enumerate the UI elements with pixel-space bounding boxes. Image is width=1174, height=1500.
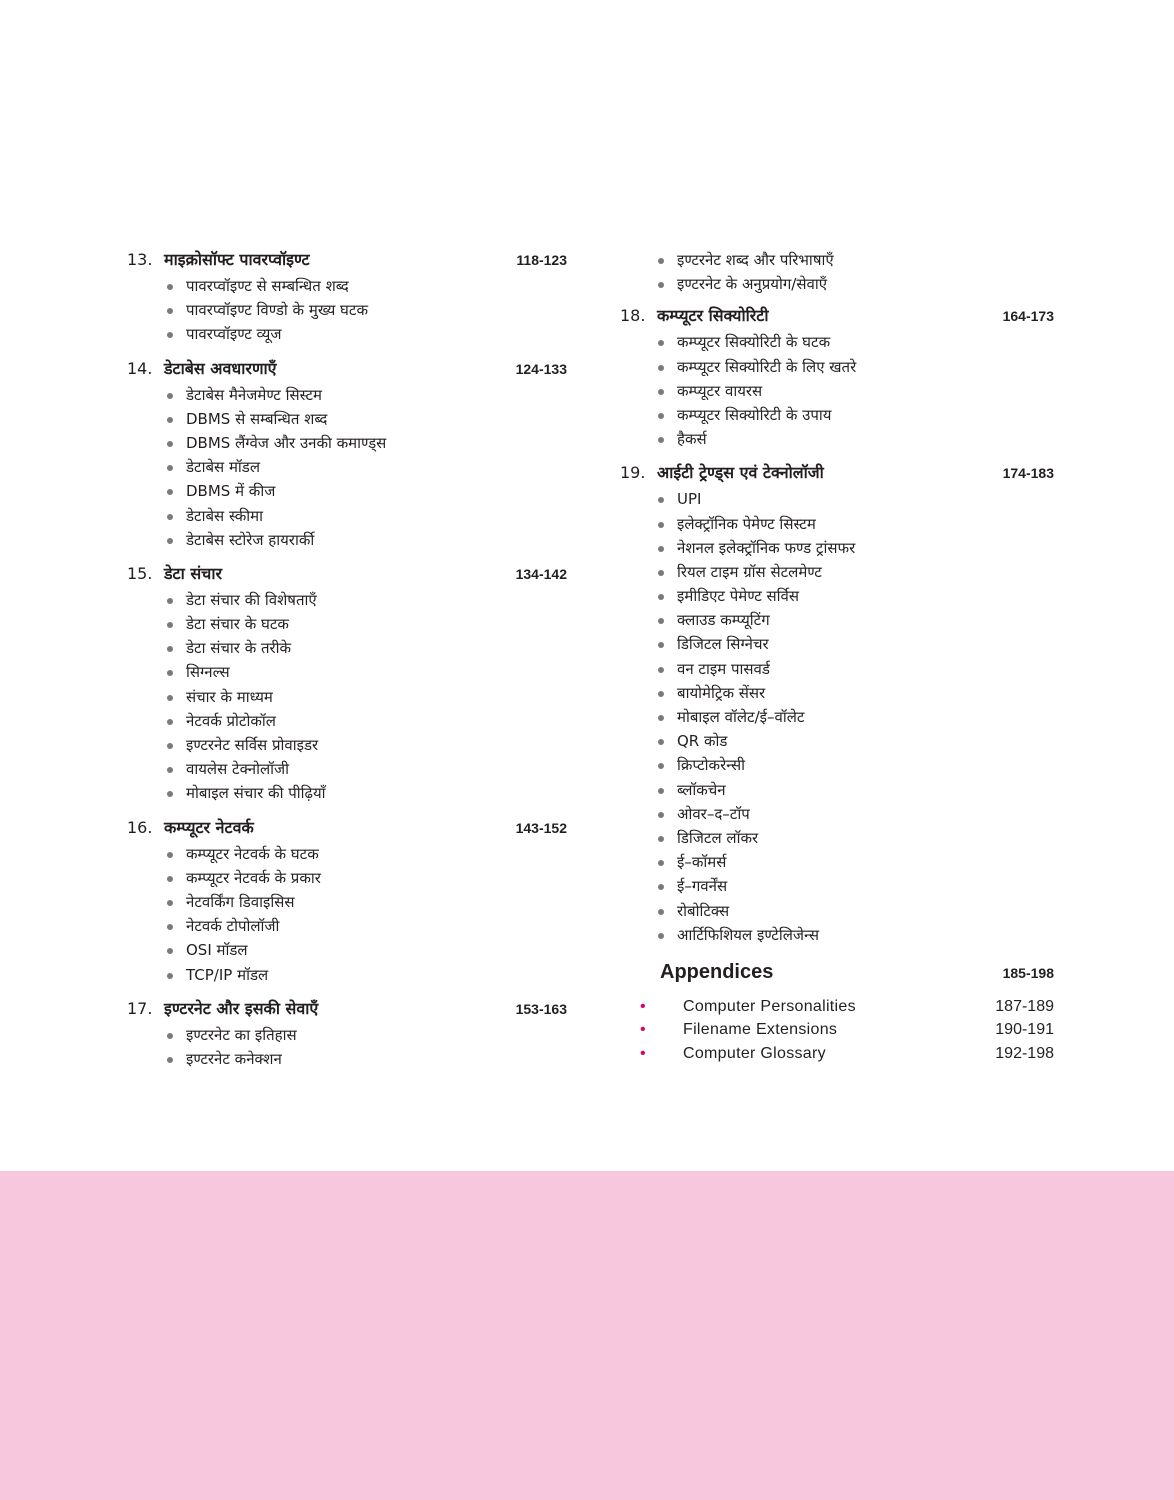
- chapter-number: 13.: [127, 250, 153, 269]
- list-item: [658, 608, 1054, 632]
- chapter-title: डेटाबेस अवधारणाएँ: [164, 358, 277, 378]
- list-item: [658, 923, 1054, 947]
- appendices-list: [640, 995, 1054, 1066]
- bullet-icon: [658, 497, 664, 503]
- pink-bullet-icon: •: [640, 1021, 646, 1039]
- chapter-number: 16.: [127, 817, 153, 837]
- bullet-icon: [658, 282, 664, 288]
- list-item: [167, 504, 567, 528]
- list-item: [167, 1023, 567, 1047]
- topic-list: [620, 487, 1054, 947]
- bullet-icon: [167, 646, 173, 652]
- list-item: [167, 528, 567, 552]
- list-item: [167, 636, 567, 660]
- bullet-icon: [658, 594, 664, 600]
- pink-bullet-icon: •: [640, 1044, 646, 1062]
- bullet-icon: [167, 308, 173, 314]
- topic-label: रोबोटिक्स: [677, 901, 730, 920]
- topic-label: DBMS में कीज: [186, 482, 276, 501]
- topic-label: डेटा संचार की विशेषताएँ: [186, 590, 317, 609]
- list-item: [658, 681, 1054, 705]
- chapter-title: डेटा संचार: [164, 563, 223, 583]
- topic-label: सिग्नल्स: [186, 663, 230, 682]
- list-item: [167, 1047, 567, 1071]
- topic-label: इमीडिएट पेमेण्ट सर्विस: [677, 587, 800, 606]
- bullet-icon: [658, 340, 664, 346]
- bullet-icon: [658, 812, 664, 818]
- list-item: [658, 379, 1054, 403]
- topic-list: [127, 274, 567, 347]
- chapter-number: 15.: [127, 563, 153, 583]
- list-item: [167, 733, 567, 757]
- list-item: [658, 657, 1054, 681]
- topic-label: कम्प्यूटर नेटवर्क के घटक: [186, 844, 319, 863]
- topic-label: आर्टिफिशियल इण्टेलिजेन्स: [677, 925, 819, 944]
- topic-list: [127, 1023, 567, 1071]
- bullet-icon: [658, 933, 664, 939]
- list-item: [167, 842, 567, 866]
- chapter-number: 14.: [127, 358, 153, 378]
- list-item: [167, 757, 567, 781]
- list-item: [658, 487, 1054, 511]
- topic-label: ई–कॉमर्स: [677, 853, 727, 872]
- chapter-number: 19.: [620, 463, 646, 483]
- topic-label: पावरप्वॉइण्ट से सम्बन्धित शब्द: [186, 277, 349, 295]
- list-item: [658, 427, 1054, 451]
- appendices-section: [620, 961, 1054, 1066]
- topic-label: क्लाउड कम्प्यूटिंग: [677, 611, 770, 630]
- bullet-icon: [167, 441, 173, 447]
- list-item: [167, 322, 567, 346]
- chapter-page-range: 124-133: [515, 360, 567, 377]
- list-item: [167, 781, 567, 805]
- list-item: [167, 383, 567, 407]
- bullet-icon: [167, 332, 173, 338]
- list-item: [658, 632, 1054, 656]
- topic-label: कम्प्यूटर वायरस: [677, 381, 763, 400]
- chapter-entry: [127, 357, 567, 552]
- list-item: [167, 407, 567, 431]
- topic-label: संचार के माध्यम: [186, 687, 273, 706]
- chapter-page-range: 143-152: [515, 819, 567, 836]
- bullet-icon: [658, 836, 664, 842]
- list-item: [658, 729, 1054, 753]
- topic-label: डेटाबेस मॉडल: [186, 458, 260, 477]
- chapter-page-range: 164-173: [1002, 308, 1054, 325]
- topic-list: [127, 842, 567, 987]
- topic-label: मोबाइल संचार की पीढ़ियाँ: [186, 784, 326, 803]
- chapter-entry: [127, 248, 567, 347]
- topic-list: [620, 248, 1054, 296]
- bullet-icon: [658, 715, 664, 721]
- topic-label: DBMS लैंग्वेज और उनकी कमाण्ड्स: [186, 433, 387, 452]
- bullet-icon: [658, 642, 664, 648]
- list-item: [167, 890, 567, 914]
- chapter-title: कम्प्यूटर सिक्योरिटी: [657, 306, 769, 326]
- toc-left-column: [127, 248, 567, 1081]
- topic-label: OSI मॉडल: [186, 941, 248, 960]
- list-item: [658, 584, 1054, 608]
- bullet-icon: [658, 763, 664, 769]
- chapter-title: इण्टरनेट और इसकी सेवाएँ: [164, 998, 319, 1018]
- chapter-entry: [127, 997, 567, 1071]
- appendix-item: [640, 1018, 1054, 1042]
- chapter-title: आईटी ट्रेण्ड्स एवं टेक्नोलॉजी: [657, 463, 824, 483]
- topic-label: QR कोड: [677, 732, 728, 751]
- topic-label: ई–गवर्नेंस: [677, 877, 728, 896]
- list-item: [658, 536, 1054, 560]
- topic-label: पावरप्वॉइण्ट विण्डो के मुख्य घटक: [186, 301, 369, 320]
- bullet-icon: [658, 667, 664, 673]
- topic-label: डेटाबेस स्कीमा: [186, 506, 264, 525]
- topic-list: [127, 588, 567, 806]
- bullet-icon: [167, 852, 173, 858]
- appendices-page-range: 185-198: [1002, 964, 1054, 981]
- chapter-heading: [127, 816, 567, 842]
- topic-label: डिजिटल लॉकर: [677, 828, 759, 847]
- bullet-icon: [658, 691, 664, 697]
- chapter-page-range: 118-123: [516, 252, 567, 268]
- topic-label: क्रिप्टोकरेन्सी: [677, 756, 746, 775]
- list-item: [658, 330, 1054, 354]
- pink-bullet-icon: •: [640, 997, 646, 1015]
- topic-label: पावरप्वॉइण्ट व्यूज: [186, 325, 282, 344]
- list-item: [658, 874, 1054, 898]
- topic-label: कम्प्यूटर सिक्योरिटी के लिए खतरे: [677, 357, 857, 376]
- bullet-icon: [167, 876, 173, 882]
- topic-list: [620, 330, 1054, 451]
- topic-label: इण्टरनेट सर्विस प्रोवाइडर: [186, 736, 319, 754]
- bullet-icon: [167, 695, 173, 701]
- list-item: [167, 274, 567, 298]
- bullet-icon: [167, 417, 173, 423]
- bullet-icon: [167, 791, 173, 797]
- bullet-icon: [658, 522, 664, 528]
- list-item: [167, 431, 567, 455]
- topic-label: कम्प्यूटर सिक्योरिटी के उपाय: [677, 405, 832, 424]
- bullet-icon: [167, 622, 173, 628]
- appendix-page-range: 190-191: [995, 1021, 1054, 1039]
- list-item: [658, 272, 1054, 296]
- topic-label: रियल टाइम ग्रॉस सेटलमेण्ट: [677, 562, 822, 581]
- bullet-icon: [167, 465, 173, 471]
- topic-label: नेटवर्किंग डिवाइसिस: [186, 892, 295, 911]
- topic-label: इण्टरनेट शब्द और परिभाषाएँ: [677, 251, 834, 269]
- bullet-icon: [658, 413, 664, 419]
- list-item: [167, 866, 567, 890]
- chapter-page-range: 134-142: [515, 565, 567, 582]
- topic-label: ब्लॉकचेन: [677, 780, 726, 799]
- topic-label: डेटा संचार के तरीके: [186, 639, 292, 658]
- bullet-icon: [658, 546, 664, 552]
- list-item: [658, 355, 1054, 379]
- topic-label: इलेक्ट्रॉनिक पेमेण्ट सिस्टम: [677, 514, 816, 533]
- list-item: [658, 899, 1054, 923]
- bullet-icon: [658, 909, 664, 915]
- chapter-entry: [127, 816, 567, 987]
- chapter-entry: [620, 304, 1054, 451]
- topic-label: डेटाबेस स्टोरेज हायरार्की: [186, 530, 315, 549]
- topic-label: नेशनल इलेक्ट्रॉनिक फण्ड ट्रांसफर: [677, 538, 856, 557]
- bullet-icon: [167, 598, 173, 604]
- chapter-heading: [127, 357, 567, 383]
- list-item: [658, 850, 1054, 874]
- appendix-label: Filename Extensions: [683, 1021, 838, 1039]
- chapter-entry: [620, 461, 1054, 947]
- topic-label: इण्टरनेट कनेक्शन: [186, 1049, 282, 1068]
- topic-label: TCP/IP मॉडल: [186, 965, 269, 984]
- chapter-heading: [620, 304, 1054, 330]
- appendix-item: [640, 995, 1054, 1019]
- chapter-heading: [127, 562, 567, 588]
- list-item: [167, 685, 567, 709]
- toc-right-column: [620, 248, 1054, 1065]
- list-item: [167, 588, 567, 612]
- chapter-heading: [127, 248, 567, 274]
- topic-label: कम्प्यूटर सिक्योरिटी के घटक: [677, 333, 831, 352]
- list-item: [658, 802, 1054, 826]
- chapter-page-range: 174-183: [1002, 465, 1054, 482]
- appendix-label: Computer Glossary: [683, 1044, 826, 1062]
- bullet-icon: [167, 767, 173, 773]
- list-item: [167, 709, 567, 733]
- appendices-heading: [660, 961, 1054, 995]
- list-item: [658, 826, 1054, 850]
- topic-label: डेटाबेस मैनेजमेण्ट सिस्टम: [186, 385, 323, 404]
- topic-label: नेटवर्क प्रोटोकॉल: [186, 711, 276, 730]
- list-item: [167, 612, 567, 636]
- footer-band: [0, 1171, 1174, 1500]
- chapter-title: कम्प्यूटर नेटवर्क: [164, 817, 254, 837]
- topic-label: मोबाइल वॉलेट/ई–वॉलेट: [677, 708, 805, 726]
- bullet-icon: [658, 258, 664, 264]
- appendices-title: Appendices: [660, 960, 774, 983]
- list-item: [658, 560, 1054, 584]
- topic-label: डिजिटल सिग्नेचर: [677, 635, 769, 654]
- list-item: [167, 660, 567, 684]
- bullet-icon: [167, 489, 173, 495]
- list-item: [658, 753, 1054, 777]
- bullet-icon: [658, 618, 664, 624]
- topic-label: वायलेस टेक्नोलॉजी: [186, 760, 290, 779]
- topic-label: DBMS से सम्बन्धित शब्द: [186, 409, 328, 428]
- topic-label: ओवर–द–टॉप: [677, 804, 750, 823]
- bullet-icon: [658, 437, 664, 443]
- chapter-number: 17.: [127, 998, 153, 1018]
- list-item: [658, 778, 1054, 802]
- topic-label: कम्प्यूटर नेटवर्क के प्रकार: [186, 868, 321, 887]
- bullet-icon: [658, 365, 664, 371]
- bullet-icon: [658, 788, 664, 794]
- chapter-heading: [620, 461, 1054, 487]
- bullet-icon: [658, 860, 664, 866]
- topic-label: बायोमेट्रिक सेंसर: [677, 683, 766, 702]
- list-item: [167, 455, 567, 479]
- list-item: [167, 914, 567, 938]
- chapter-number: 18.: [620, 306, 646, 326]
- bullet-icon: [658, 884, 664, 890]
- bullet-icon: [167, 743, 173, 749]
- topic-label: इण्टरनेट के अनुप्रयोग/सेवाएँ: [677, 275, 828, 294]
- topic-label: हैकर्स: [677, 430, 707, 449]
- topic-label: नेटवर्क टोपोलॉजी: [186, 917, 280, 936]
- appendix-page-range: 192-198: [995, 1044, 1054, 1062]
- bullet-icon: [167, 948, 173, 954]
- topic-label: इण्टरनेट का इतिहास: [186, 1025, 297, 1044]
- bullet-icon: [167, 719, 173, 725]
- appendix-page-range: 187-189: [995, 997, 1054, 1015]
- bullet-icon: [167, 514, 173, 520]
- appendix-label: Computer Personalities: [683, 997, 856, 1015]
- list-item: [658, 705, 1054, 729]
- bullet-icon: [167, 924, 173, 930]
- topic-label: UPI: [677, 490, 702, 509]
- bullet-icon: [658, 570, 664, 576]
- topic-label: वन टाइम पासवर्ड: [677, 659, 770, 678]
- list-item: [167, 298, 567, 322]
- list-item: [167, 963, 567, 987]
- bullet-icon: [658, 389, 664, 395]
- list-item: [167, 938, 567, 962]
- bullet-icon: [167, 1057, 173, 1063]
- list-item: [167, 479, 567, 503]
- bullet-icon: [167, 284, 173, 290]
- list-item: [658, 512, 1054, 536]
- list-item: [658, 403, 1054, 427]
- appendix-item: [640, 1042, 1054, 1066]
- chapter-entry: [127, 562, 567, 806]
- topic-label: डेटा संचार के घटक: [186, 615, 289, 634]
- bullet-icon: [167, 900, 173, 906]
- bullet-icon: [167, 670, 173, 676]
- list-item: [658, 248, 1054, 272]
- bullet-icon: [658, 739, 664, 745]
- chapter-heading: [127, 997, 567, 1023]
- bullet-icon: [167, 973, 173, 979]
- bullet-icon: [167, 538, 173, 544]
- bullet-icon: [167, 1033, 173, 1039]
- chapter-page-range: 153-163: [515, 1000, 567, 1017]
- bullet-icon: [167, 393, 173, 399]
- topic-list: [127, 383, 567, 552]
- chapter-title: माइक्रोसॉफ्ट पावरप्वॉइण्ट: [164, 250, 310, 269]
